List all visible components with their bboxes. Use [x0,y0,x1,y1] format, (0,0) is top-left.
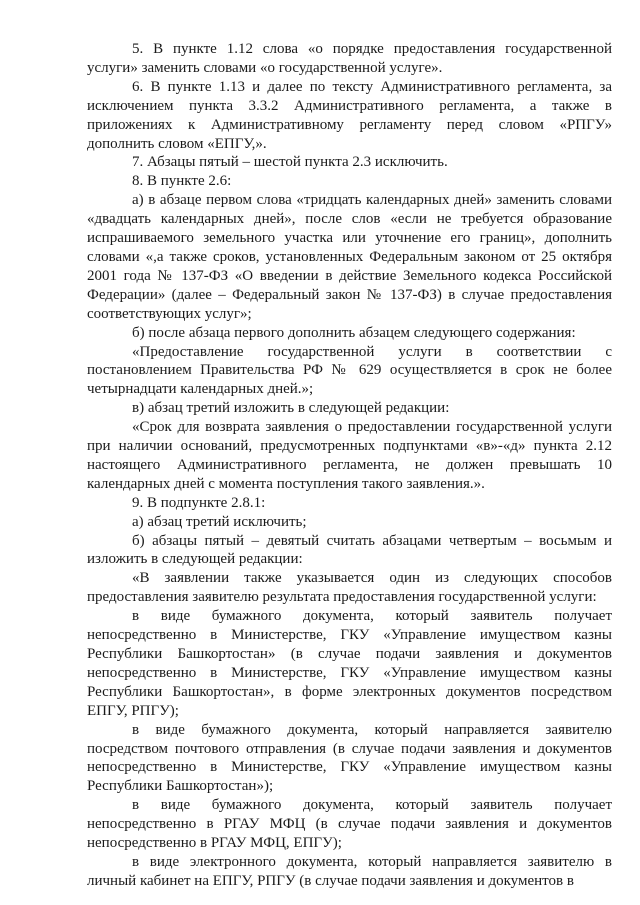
paragraph-9a: а) абзац третий исключить; [132,513,307,530]
paragraph-item-9: 9. В подпункте 2.8.1: [132,494,266,511]
paragraph-9b-quote: «В заявлении также указывается один из следующих способов предоставления заявителю результата предоставления государственной услуги: [87,570,612,606]
paragraph-8v-quote: «Срок для возврата заявления о предоставлении государственной услуги при наличии оснований, предусмотренных подпунктами «в»-«д» пункта 2.12 настоящего Административного регламента, не должен превышать 10 календарных дней с момента поступления такого заявления.». [87,419,612,492]
paragraph-item-8: 8. В пункте 2.6: [132,173,232,190]
delivery-option-mfc: в виде бумажного документа, который заявитель получает непосредственно в РГАУ МФЦ (в случае подачи заявления и документов непосредственно в РГАУ МФЦ, ЕПГУ); [87,797,612,852]
paragraph-8v: в) абзац третий изложить в следующей редакции: [132,400,450,417]
paragraph-item-5: 5. В пункте 1.12 слова «о порядке предоставления государственной услуги» заменить словами «о государственной услуге». [87,41,612,76]
delivery-option-ministry: в виде бумажного документа, который заявитель получает непосредственно в Министерстве, ГКУ «Управление имуществом казны Республики Башкортостан» (в случае подачи заявления и документов непосредственно в Министерстве, ГКУ «Управление имуществом казны Республики Башкортостан», в форме электронных документов посредством ЕПГУ, РПГУ); [87,608,612,719]
delivery-option-post: в виде бумажного документа, который направляется заявителю посредством почтового отправления (в случае подачи заявления и документов непосредственно в Министерстве, ГКУ «Управление имуществом казны Республики Башкортостан»); [87,721,612,795]
paragraph-item-7: 7. Абзацы пятый – шестой пункта 2.3 исключить. [132,154,448,171]
paragraph-item-6: 6. В пункте 1.13 и далее по тексту Административного регламента, за исключением пункта 3.3.2 Административного регламента, а также в приложениях к Административному регламенту перед словом «РПГУ» дополнить словом «ЕПГУ,». [87,78,612,152]
paragraph-8b: б) после абзаца первого дополнить абзацем следующего содержания: [132,324,576,341]
paragraph-8b-quote: «Предоставление государственной услуги в соответствии с постановлением Правительства РФ № 629 осуществляется в срок не более четырнадцати календарных дней.»; [87,343,612,398]
paragraph-8a: а) в абзаце первом слова «тридцать календарных дней» заменить словами «двадцать календарных дней», после слов «если не требуется образование испрашиваемого земельного участка или уточнение его границ», дополнить словами «,а также сроков, установленных Федеральным законом от 25 октября 2001 года № 137-ФЗ «О введении в действие Земельного кодекса Российской Федерации» (далее – Федеральный закон № 137-ФЗ) в случае предоставления соответствующих услуг»; [87,192,612,322]
paragraph-9b: б) абзацы пятый – девятый считать абзацами четвертым – восьмым и изложить в следующей редакции: [87,532,612,568]
delivery-option-electronic: в виде электронного документа, который направляется заявителю в личный кабинет на ЕПГУ, РПГУ (в случае подачи заявления и документов в [87,853,612,889]
